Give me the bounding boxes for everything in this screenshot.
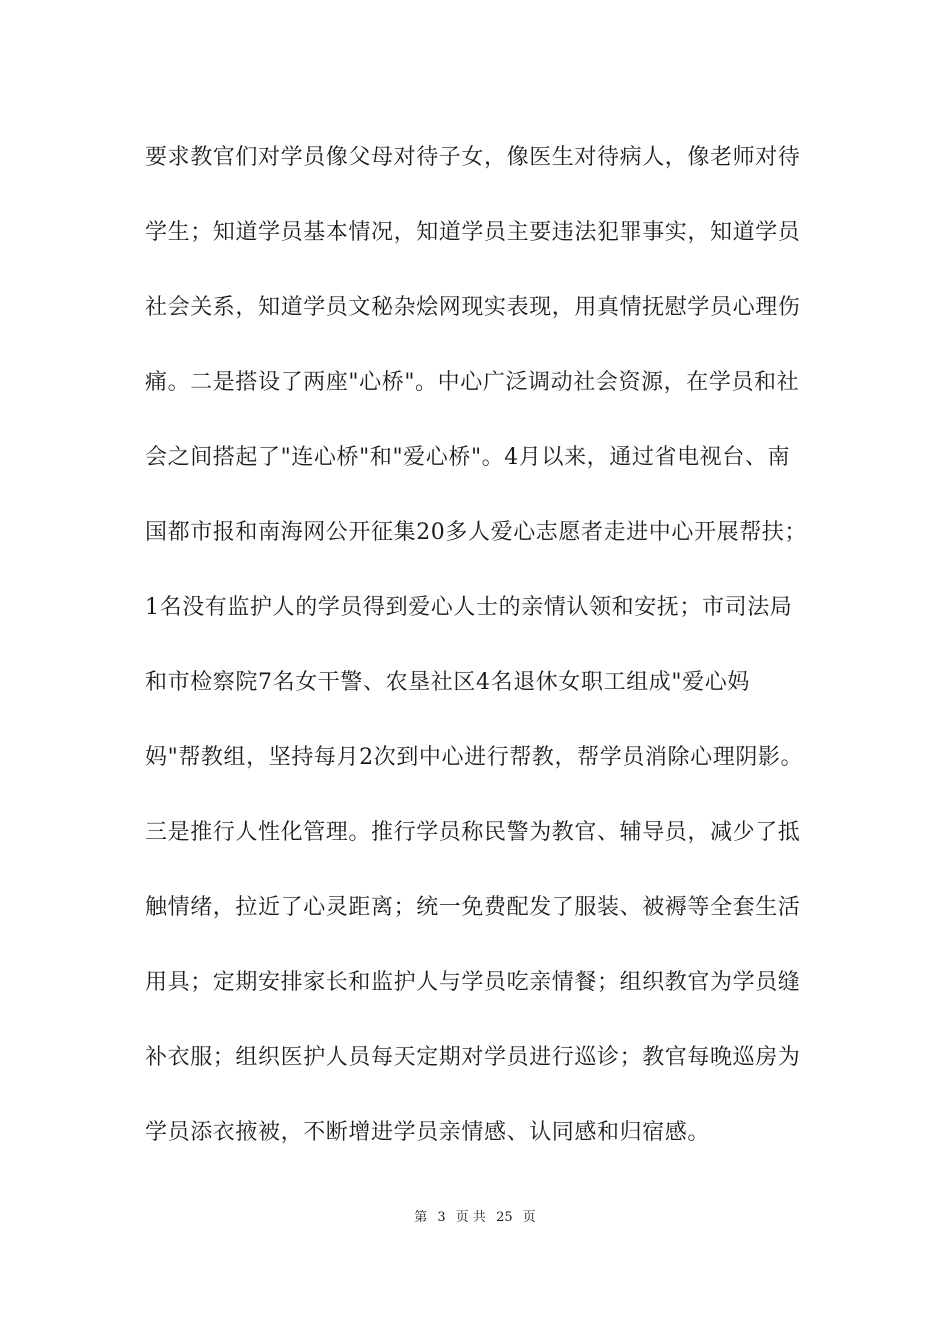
text-line: 学生；知道学员基本情况，知道学员主要违法犯罪事实，知道学员 (145, 220, 801, 245)
text-line: 国都市报和南海网公开征集20多人爱心志愿者走进中心开展帮扶； (145, 520, 807, 545)
text-line: 痛。二是搭设了两座"心桥"。中心广泛调动社会资源，在学员和社 (145, 370, 800, 395)
text-line: 触情绪，拉近了心灵距离；统一免费配发了服装、被褥等全套生活 (145, 895, 801, 920)
text-line: 用具；定期安排家长和监护人与学员吃亲情餐；组织教官为学员缝 (145, 970, 801, 995)
body-text (145, 128, 815, 1178)
text-line: 社会关系，知道学员文秘杂烩网现实表现，用真情抚慰学员心理伤 (145, 295, 801, 320)
total-pages-number: 25 (496, 1210, 513, 1225)
text-line: 三是推行人性化管理。推行学员称民警为教官、辅导员，减少了抵 (145, 820, 801, 845)
page-footer (0, 1206, 950, 1225)
text-line: 学员添衣掖被，不断增进学员亲情感、认同感和归宿感。 (145, 1120, 711, 1145)
footer-middle: 页 共 (455, 1210, 486, 1225)
text-line: 妈"帮教组，坚持每月2次到中心进行帮教，帮学员消除心理阴影。 (145, 745, 804, 770)
text-line: 1名没有监护人的学员得到爱心人士的亲情认领和安抚；市司法局 (145, 595, 793, 620)
text-line: 补衣服；组织医护人员每天定期对学员进行巡诊；教官每晚巡房为 (145, 1045, 801, 1070)
text-line: 和市检察院7名女干警、农垦社区4名退休女职工组成"爱心妈 (145, 670, 750, 695)
current-page-number: 3 (437, 1210, 446, 1225)
footer-prefix: 第 (414, 1210, 428, 1225)
text-line: 要求教官们对学员像父母对待子女，像医生对待病人，像老师对待 (145, 145, 801, 170)
footer-suffix: 页 (522, 1210, 536, 1225)
text-line: 会之间搭起了"连心桥"和"爱心桥"。4月以来，通过省电视台、南 (145, 445, 791, 470)
